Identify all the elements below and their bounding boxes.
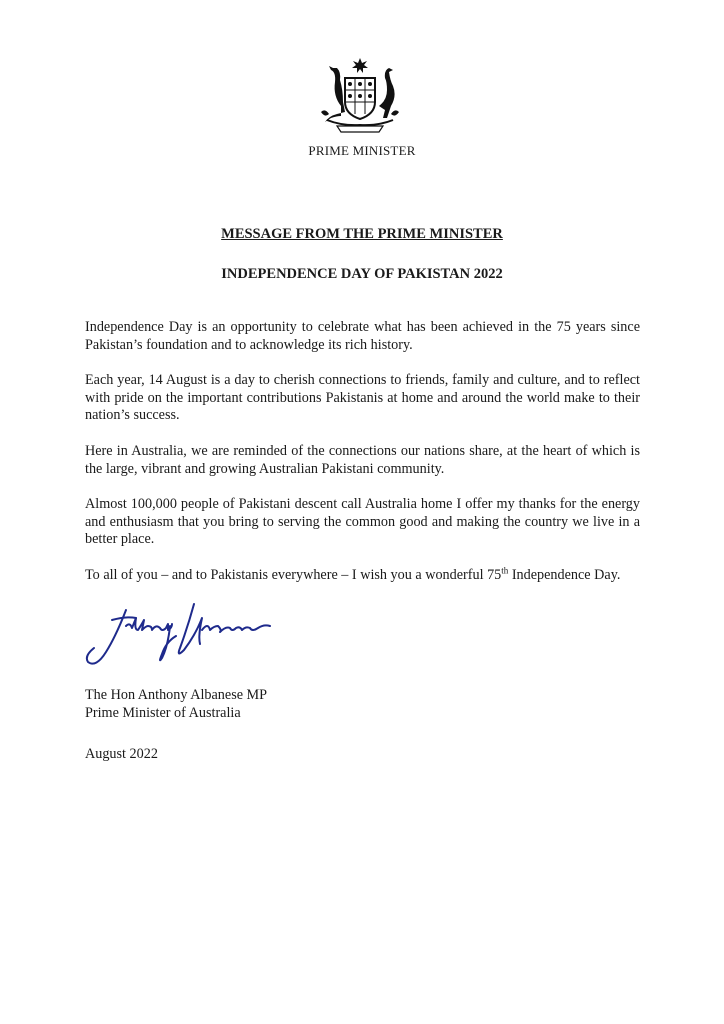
occasion-heading: INDEPENDENCE DAY OF PAKISTAN 2022 xyxy=(221,266,503,282)
letter-body xyxy=(85,319,640,585)
paragraph-4: Almost 100,000 people of Pakistani descent call Australia home I offer my thanks for the energy and enthusiasm that you bring to serving the common good and making the country we live in a better place. xyxy=(85,496,640,548)
coat-of-arms-icon xyxy=(307,56,413,134)
paragraph-2: Each year, 14 August is a day to cherish connections to friends, family and culture, and to reflect with pride on the important contributions Pakistanis at home and around the world make to their nation’s success. xyxy=(85,372,640,424)
ordinal-suffix: th xyxy=(501,565,509,576)
paragraph-1: Independence Day is an opportunity to celebrate what has been achieved in the 75 years since Pakistan’s foundation and to acknowledge its rich history. xyxy=(85,319,640,353)
signoff-block xyxy=(85,687,267,722)
paragraph-5-end: Independence Day. xyxy=(508,566,621,583)
signatory-name: The Hon Anthony Albanese MP xyxy=(85,687,268,703)
signature xyxy=(82,596,282,674)
paragraph-3: Here in Australia, we are reminded of the connections our nations share, at the heart of which is the large, vibrant and growing Australian Pakistani community. xyxy=(85,442,640,477)
paragraph-5-text: To all of you – and to Pakistanis everywhere – I wish you a wonderful 75 xyxy=(85,566,502,583)
letter-date: August 2022 xyxy=(85,746,158,762)
paragraph-5 xyxy=(85,567,640,585)
signatory-title: Prime Minister of Australia xyxy=(85,704,241,721)
message-heading: MESSAGE FROM THE PRIME MINISTER xyxy=(221,226,503,242)
office-title: PRIME MINISTER xyxy=(308,143,416,158)
